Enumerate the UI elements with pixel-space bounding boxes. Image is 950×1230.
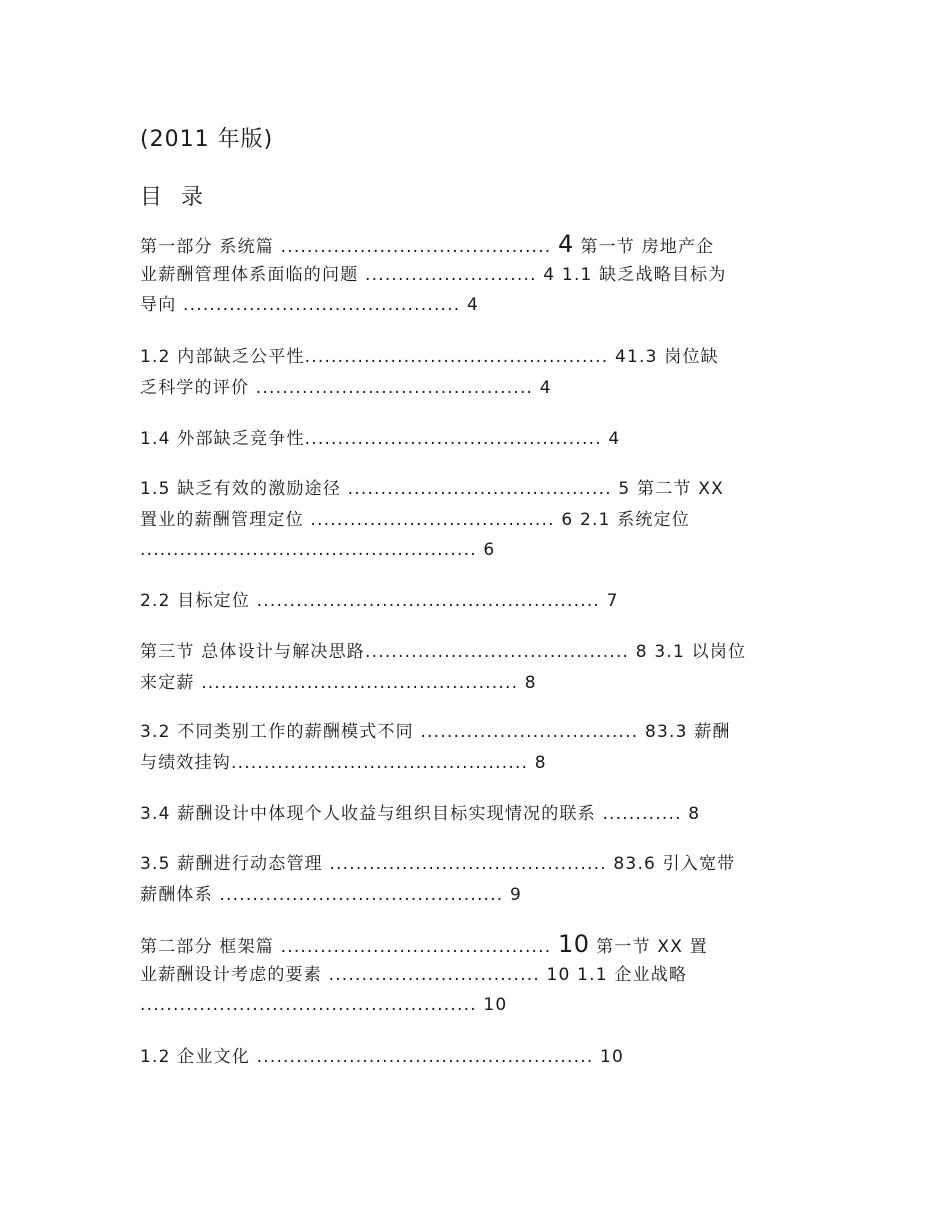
toc-line: 业薪酬设计考虑的要素 ................................ 10 1.1 企业战略 xyxy=(140,964,688,985)
toc-line xyxy=(140,929,815,960)
toc-line: 3.5 薪酬进行动态管理 .......................................... 83.6 引入宽带 xyxy=(140,854,736,874)
toc-line: 置业的薪酬管理定位 ..................................... 6 2.1 系统定位 xyxy=(140,509,691,530)
toc-line: 3.2 不同类别工作的薪酬模式不同 ................................. 83.3 薪酬 xyxy=(140,722,731,742)
toc-line: 与绩效挂钩............................................. 8 xyxy=(140,752,547,773)
toc-line: 3.4 薪酬设计中体现个人收益与组织目标实现情况的联系 ............ 8 xyxy=(140,804,701,824)
toc-paragraph-8 xyxy=(140,799,815,830)
toc-paragraph-1 xyxy=(140,229,815,321)
toc-paragraph-11 xyxy=(140,1042,815,1073)
toc-line: 来定薪 ................................................ 8 xyxy=(140,672,537,693)
toc-entry-text: 第二部分 框架篇 ......................................... xyxy=(140,937,552,957)
toc-paragraph-7 xyxy=(140,717,815,778)
toc-paragraph-4 xyxy=(140,474,815,566)
toc-page-number: 4 xyxy=(557,230,574,258)
toc-entry-text: 第一部分 系统篇 ......................................... xyxy=(140,237,552,257)
toc-line: 1.2 企业文化 ................................................... 10 xyxy=(140,1047,625,1067)
toc-line: 导向 .......................................... 4 xyxy=(140,295,479,315)
toc-line: ................................................... 6 xyxy=(140,540,496,560)
toc-line: 第三节 总体设计与解决思路........................................ 8 3.1 以岗位 xyxy=(140,642,747,662)
toc-line: 乏科学的评价 .......................................... 4 xyxy=(140,377,552,398)
toc-line: 1.4 外部缺乏竞争性............................................. 4 xyxy=(140,429,621,449)
toc-line: 1.2 内部缺乏公平性.............................................. 41.3 岗位缺 xyxy=(140,347,719,367)
toc-line: ................................................... 10 xyxy=(140,995,508,1015)
toc-line: 2.2 目标定位 .................................................... 7 xyxy=(140,591,619,611)
toc-paragraph-5 xyxy=(140,586,815,617)
toc-title: 目 录 xyxy=(140,185,209,210)
toc-paragraph-9 xyxy=(140,849,815,910)
toc-line xyxy=(140,229,815,260)
toc-entry-text: 第一节 房地产企 xyxy=(580,237,715,257)
toc-page-number: 10 xyxy=(557,930,590,958)
toc-line: 薪酬体系 ........................................... 9 xyxy=(140,884,522,905)
toc-line: 业薪酬管理体系面临的问题 .......................... 4 1.1 缺乏战略目标为 xyxy=(140,264,727,285)
toc-paragraph-10 xyxy=(140,929,815,1021)
toc-paragraph-6 xyxy=(140,637,815,698)
toc-entry-text: 第一节 XX 置 xyxy=(596,937,708,957)
edition-label: (2011 年版) xyxy=(140,127,274,152)
toc-line: 1.5 缺乏有效的激励途径 ........................................ 5 第二节 XX xyxy=(140,479,724,499)
toc-paragraph-3 xyxy=(140,424,815,455)
toc-paragraph-2 xyxy=(140,342,815,403)
